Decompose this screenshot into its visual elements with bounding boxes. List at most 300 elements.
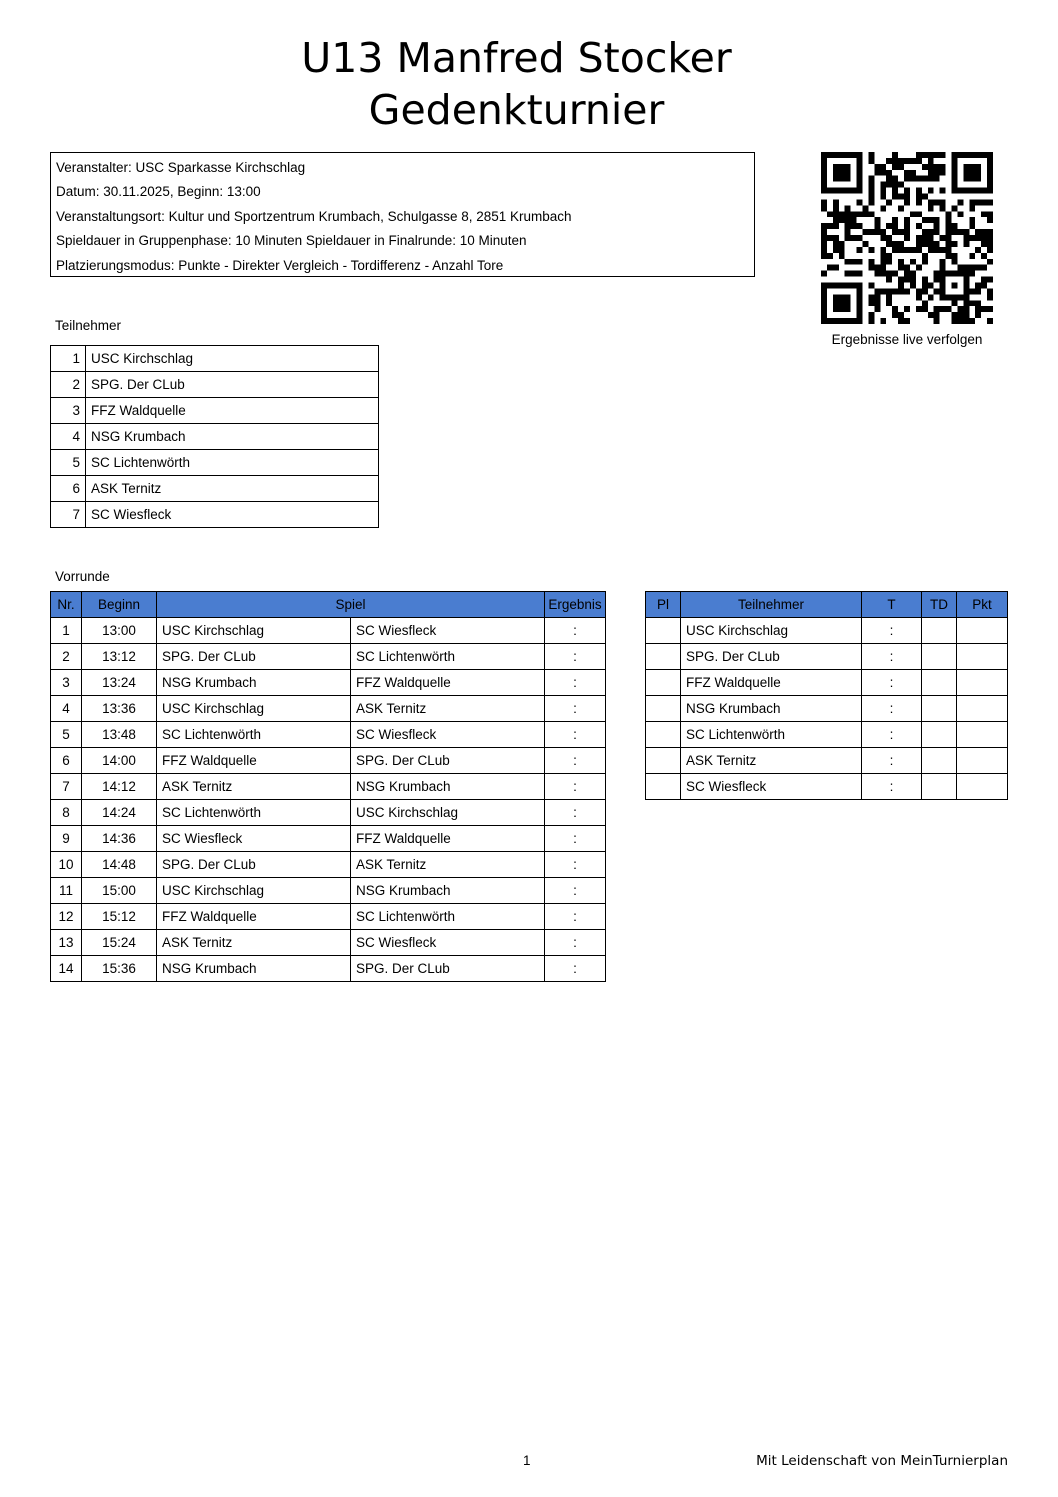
standings-points bbox=[957, 774, 1008, 800]
qr-module bbox=[987, 211, 993, 217]
qr-module bbox=[821, 223, 827, 229]
qr-module bbox=[981, 152, 987, 158]
qr-module bbox=[928, 247, 934, 253]
qr-module bbox=[922, 176, 928, 182]
qr-module bbox=[940, 259, 946, 265]
qr-module bbox=[922, 288, 928, 294]
qr-module bbox=[963, 294, 969, 300]
qr-module bbox=[845, 205, 851, 211]
qr-module bbox=[963, 312, 969, 318]
participant-row bbox=[51, 346, 379, 372]
qr-module bbox=[987, 188, 993, 194]
qr-module bbox=[987, 241, 993, 247]
qr-module bbox=[957, 199, 963, 205]
header-pl: Pl bbox=[646, 592, 681, 618]
participant-name: SC Wiesfleck bbox=[86, 502, 379, 528]
standings-goals: : bbox=[862, 748, 922, 774]
qr-module bbox=[833, 176, 839, 182]
standings-place bbox=[646, 644, 681, 670]
qr-module bbox=[963, 271, 969, 277]
qr-module bbox=[987, 247, 993, 253]
qr-module bbox=[904, 188, 910, 194]
header-team: Teilnehmer bbox=[681, 592, 862, 618]
qr-module bbox=[975, 288, 981, 294]
qr-module bbox=[863, 241, 869, 247]
round-label: Vorrunde bbox=[55, 569, 110, 584]
qr-module bbox=[946, 294, 952, 300]
qr-module bbox=[821, 188, 827, 194]
qr-module bbox=[833, 282, 839, 288]
qr-module bbox=[981, 235, 987, 241]
qr-module bbox=[963, 235, 969, 241]
qr-module bbox=[969, 235, 975, 241]
game-row bbox=[51, 748, 606, 774]
qr-module bbox=[975, 164, 981, 170]
game-row bbox=[51, 696, 606, 722]
qr-module bbox=[910, 176, 916, 182]
qr-module bbox=[928, 235, 934, 241]
header-td: TD bbox=[922, 592, 957, 618]
qr-module bbox=[940, 265, 946, 271]
qr-module bbox=[934, 318, 940, 324]
qr-module bbox=[868, 318, 874, 324]
qr-module bbox=[874, 265, 880, 271]
game-number: 2 bbox=[51, 644, 82, 670]
qr-module bbox=[922, 306, 928, 312]
qr-module bbox=[951, 229, 957, 235]
qr-module bbox=[821, 205, 827, 211]
ranking-mode-text: Platzierungsmodus: Punkte - Direkter Vergleich - Tordifferenz - Anzahl Tore bbox=[56, 257, 504, 273]
qr-module bbox=[880, 265, 886, 271]
qr-module bbox=[963, 188, 969, 194]
qr-module bbox=[981, 282, 987, 288]
qr-module bbox=[963, 318, 969, 324]
qr-module bbox=[904, 217, 910, 223]
qr-module bbox=[928, 229, 934, 235]
qr-module bbox=[928, 205, 934, 211]
qr-module bbox=[845, 282, 851, 288]
qr-module bbox=[904, 247, 910, 253]
qr-module bbox=[987, 306, 993, 312]
qr-module bbox=[922, 152, 928, 158]
qr-module bbox=[946, 253, 952, 259]
participant-number: 1 bbox=[51, 346, 86, 372]
qr-module bbox=[940, 235, 946, 241]
qr-module bbox=[951, 318, 957, 324]
qr-module bbox=[833, 235, 839, 241]
standings-team: NSG Krumbach bbox=[681, 696, 862, 722]
standings-goal-diff bbox=[922, 670, 957, 696]
qr-module bbox=[916, 235, 922, 241]
qr-module bbox=[951, 241, 957, 247]
qr-module bbox=[963, 277, 969, 283]
game-number: 5 bbox=[51, 722, 82, 748]
organizer-text: Veranstalter: USC Sparkasse Kirchschlag bbox=[56, 160, 306, 175]
standings-team: SPG. Der CLub bbox=[681, 644, 862, 670]
qr-module bbox=[934, 312, 940, 318]
qr-module bbox=[868, 312, 874, 318]
standings-goal-diff bbox=[922, 644, 957, 670]
qr-module bbox=[916, 194, 922, 200]
qr-module bbox=[857, 176, 863, 182]
qr-module bbox=[827, 253, 833, 259]
participants-table bbox=[50, 345, 379, 528]
game-result: : bbox=[545, 618, 606, 644]
game-number: 7 bbox=[51, 774, 82, 800]
qr-module bbox=[940, 205, 946, 211]
qr-module bbox=[857, 318, 863, 324]
qr-module bbox=[957, 306, 963, 312]
participant-row bbox=[51, 398, 379, 424]
game-start-time: 14:48 bbox=[82, 852, 157, 878]
qr-module bbox=[963, 241, 969, 247]
qr-module bbox=[969, 199, 975, 205]
qr-module bbox=[904, 306, 910, 312]
qr-module bbox=[833, 241, 839, 247]
qr-module bbox=[880, 235, 886, 241]
qr-module bbox=[892, 158, 898, 164]
qr-module bbox=[951, 294, 957, 300]
qr-module bbox=[946, 241, 952, 247]
qr-module bbox=[946, 229, 952, 235]
qr-module bbox=[892, 306, 898, 312]
qr-module bbox=[963, 170, 969, 176]
qr-module bbox=[910, 211, 916, 217]
qr-module bbox=[922, 164, 928, 170]
qr-module bbox=[845, 152, 851, 158]
game-result: : bbox=[545, 904, 606, 930]
qr-module bbox=[839, 176, 845, 182]
qr-module bbox=[821, 300, 827, 306]
title-line-1: U13 Manfred Stocker bbox=[301, 34, 732, 82]
qr-module bbox=[892, 312, 898, 318]
qr-module bbox=[916, 211, 922, 217]
qr-module bbox=[904, 265, 910, 271]
qr-module bbox=[981, 265, 987, 271]
qr-module bbox=[940, 188, 946, 194]
qr-module bbox=[886, 223, 892, 229]
qr-module bbox=[946, 247, 952, 253]
page-number: 1 bbox=[523, 1453, 531, 1468]
participant-row bbox=[51, 450, 379, 476]
qr-module bbox=[821, 235, 827, 241]
game-start-time: 15:36 bbox=[82, 956, 157, 982]
game-home-team: SC Lichtenwörth bbox=[157, 722, 351, 748]
game-start-time: 14:00 bbox=[82, 748, 157, 774]
qr-module bbox=[946, 217, 952, 223]
qr-caption: Ergebnisse live verfolgen bbox=[831, 332, 983, 347]
qr-module bbox=[880, 182, 886, 188]
qr-module bbox=[975, 306, 981, 312]
qr-module bbox=[916, 294, 922, 300]
qr-module bbox=[957, 318, 963, 324]
qr-module bbox=[981, 253, 987, 259]
qr-module bbox=[886, 300, 892, 306]
game-start-time: 14:12 bbox=[82, 774, 157, 800]
standings-row bbox=[646, 774, 1008, 800]
participant-name: NSG Krumbach bbox=[86, 424, 379, 450]
qr-module bbox=[868, 259, 874, 265]
venue-text: Veranstaltungsort: Kultur und Sportzentrum Krumbach, Schulgasse 8, 2851 Krumbach bbox=[56, 208, 572, 224]
qr-module bbox=[845, 170, 851, 176]
qr-module bbox=[916, 288, 922, 294]
game-row bbox=[51, 670, 606, 696]
standings-goals: : bbox=[862, 774, 922, 800]
qr-module bbox=[934, 247, 940, 253]
qr-module bbox=[975, 300, 981, 306]
game-row bbox=[51, 956, 606, 982]
game-number: 14 bbox=[51, 956, 82, 982]
qr-module bbox=[857, 158, 863, 164]
qr-module bbox=[916, 199, 922, 205]
qr-module bbox=[892, 164, 898, 170]
qr-module bbox=[904, 229, 910, 235]
game-home-team: USC Kirchschlag bbox=[157, 878, 351, 904]
qr-module bbox=[957, 294, 963, 300]
qr-module bbox=[839, 170, 845, 176]
qr-module bbox=[839, 211, 845, 217]
participant-number: 2 bbox=[51, 372, 86, 398]
standings-goals: : bbox=[862, 696, 922, 722]
qr-module bbox=[886, 259, 892, 265]
standings-goals: : bbox=[862, 670, 922, 696]
qr-module bbox=[857, 259, 863, 265]
qr-module bbox=[940, 164, 946, 170]
qr-module bbox=[868, 176, 874, 182]
game-away-team: FFZ Waldquelle bbox=[351, 826, 545, 852]
game-start-time: 13:36 bbox=[82, 696, 157, 722]
game-home-team: FFZ Waldquelle bbox=[157, 748, 351, 774]
qr-module bbox=[975, 282, 981, 288]
qr-module bbox=[863, 211, 869, 217]
qr-module bbox=[951, 158, 957, 164]
standings-points bbox=[957, 618, 1008, 644]
qr-module bbox=[975, 247, 981, 253]
standings-points bbox=[957, 748, 1008, 774]
qr-module bbox=[928, 164, 934, 170]
qr-module bbox=[922, 253, 928, 259]
qr-module bbox=[892, 152, 898, 158]
qr-module bbox=[821, 241, 827, 247]
tournament-info-box bbox=[50, 152, 755, 277]
qr-module bbox=[886, 288, 892, 294]
qr-module bbox=[946, 271, 952, 277]
header-t: T bbox=[862, 592, 922, 618]
qr-module bbox=[857, 294, 863, 300]
qr-module bbox=[845, 259, 851, 265]
game-row bbox=[51, 852, 606, 878]
game-row bbox=[51, 878, 606, 904]
qr-module bbox=[934, 306, 940, 312]
qr-module bbox=[987, 294, 993, 300]
qr-module bbox=[833, 211, 839, 217]
qr-module bbox=[845, 217, 851, 223]
qr-module bbox=[857, 188, 863, 194]
qr-module bbox=[839, 188, 845, 194]
standings-goals: : bbox=[862, 722, 922, 748]
qr-module bbox=[963, 164, 969, 170]
qr-module bbox=[851, 188, 857, 194]
qr-module bbox=[874, 294, 880, 300]
game-start-time: 13:48 bbox=[82, 722, 157, 748]
qr-module bbox=[886, 253, 892, 259]
standings-place bbox=[646, 748, 681, 774]
qr-module bbox=[940, 294, 946, 300]
qr-module bbox=[975, 312, 981, 318]
qr-module bbox=[863, 229, 869, 235]
qr-module bbox=[833, 265, 839, 271]
qr-module bbox=[904, 199, 910, 205]
game-result: : bbox=[545, 722, 606, 748]
qr-module bbox=[839, 300, 845, 306]
qr-module bbox=[821, 318, 827, 324]
qr-module bbox=[916, 152, 922, 158]
header-nr: Nr. bbox=[51, 592, 82, 618]
standings-row bbox=[646, 748, 1008, 774]
qr-module bbox=[910, 277, 916, 283]
qr-module bbox=[940, 170, 946, 176]
qr-code[interactable] bbox=[821, 152, 993, 324]
qr-module bbox=[874, 164, 880, 170]
qr-module bbox=[898, 265, 904, 271]
qr-module bbox=[940, 282, 946, 288]
game-away-team: NSG Krumbach bbox=[351, 878, 545, 904]
qr-module bbox=[975, 265, 981, 271]
qr-module bbox=[987, 277, 993, 283]
participant-number: 5 bbox=[51, 450, 86, 476]
qr-module bbox=[987, 170, 993, 176]
qr-module bbox=[951, 223, 957, 229]
game-start-time: 14:24 bbox=[82, 800, 157, 826]
qr-module bbox=[886, 241, 892, 247]
qr-module bbox=[857, 300, 863, 306]
date-text: Datum: 30.11.2025, Beginn: 13:00 bbox=[56, 184, 261, 200]
game-away-team: SC Wiesfleck bbox=[351, 722, 545, 748]
standings-header-row bbox=[646, 592, 1008, 618]
standings-place bbox=[646, 670, 681, 696]
qr-module bbox=[845, 300, 851, 306]
qr-module bbox=[880, 318, 886, 324]
qr-module bbox=[827, 152, 833, 158]
qr-module bbox=[951, 300, 957, 306]
standings-table bbox=[645, 591, 1008, 800]
qr-module bbox=[934, 164, 940, 170]
qr-module bbox=[845, 223, 851, 229]
qr-module bbox=[851, 271, 857, 277]
qr-module bbox=[987, 176, 993, 182]
qr-module bbox=[934, 277, 940, 283]
qr-module bbox=[928, 282, 934, 288]
qr-module bbox=[851, 152, 857, 158]
qr-module bbox=[898, 259, 904, 265]
qr-module bbox=[821, 182, 827, 188]
qr-module bbox=[969, 300, 975, 306]
qr-module bbox=[934, 288, 940, 294]
qr-module bbox=[857, 182, 863, 188]
game-away-team: USC Kirchschlag bbox=[351, 800, 545, 826]
participant-number: 7 bbox=[51, 502, 86, 528]
qr-module bbox=[904, 318, 910, 324]
qr-module bbox=[928, 158, 934, 164]
qr-module bbox=[916, 247, 922, 253]
qr-module bbox=[904, 223, 910, 229]
qr-module bbox=[898, 277, 904, 283]
qr-module bbox=[934, 241, 940, 247]
qr-module bbox=[833, 247, 839, 253]
qr-module bbox=[827, 235, 833, 241]
qr-module bbox=[892, 176, 898, 182]
qr-module bbox=[963, 288, 969, 294]
standings-points bbox=[957, 696, 1008, 722]
qr-module bbox=[892, 229, 898, 235]
game-away-team: SC Lichtenwörth bbox=[351, 904, 545, 930]
qr-module bbox=[969, 318, 975, 324]
qr-module bbox=[880, 170, 886, 176]
qr-module bbox=[827, 188, 833, 194]
qr-module bbox=[880, 271, 886, 277]
participant-row bbox=[51, 476, 379, 502]
participant-row bbox=[51, 424, 379, 450]
participant-row bbox=[51, 372, 379, 398]
qr-module bbox=[975, 229, 981, 235]
qr-module bbox=[892, 271, 898, 277]
standings-row bbox=[646, 670, 1008, 696]
qr-module bbox=[833, 164, 839, 170]
qr-module bbox=[833, 318, 839, 324]
qr-module bbox=[975, 152, 981, 158]
qr-module bbox=[880, 229, 886, 235]
participant-name: ASK Ternitz bbox=[86, 476, 379, 502]
game-away-team: SC Wiesfleck bbox=[351, 618, 545, 644]
qr-module bbox=[880, 288, 886, 294]
qr-module bbox=[916, 241, 922, 247]
qr-module bbox=[845, 318, 851, 324]
game-result: : bbox=[545, 748, 606, 774]
qr-module bbox=[969, 223, 975, 229]
qr-module bbox=[898, 182, 904, 188]
qr-module bbox=[910, 271, 916, 277]
game-result: : bbox=[545, 644, 606, 670]
qr-module bbox=[928, 199, 934, 205]
qr-module bbox=[821, 306, 827, 312]
participant-row bbox=[51, 502, 379, 528]
qr-module bbox=[886, 235, 892, 241]
qr-module bbox=[874, 217, 880, 223]
qr-module bbox=[845, 271, 851, 277]
standings-points bbox=[957, 644, 1008, 670]
games-header-row bbox=[51, 592, 606, 618]
qr-module bbox=[839, 217, 845, 223]
qr-module bbox=[987, 199, 993, 205]
qr-module bbox=[886, 271, 892, 277]
qr-module bbox=[987, 164, 993, 170]
game-row bbox=[51, 904, 606, 930]
game-number: 8 bbox=[51, 800, 82, 826]
qr-module bbox=[868, 247, 874, 253]
standings-place bbox=[646, 722, 681, 748]
qr-module bbox=[839, 253, 845, 259]
standings-place bbox=[646, 618, 681, 644]
game-away-team: NSG Krumbach bbox=[351, 774, 545, 800]
qr-module bbox=[845, 188, 851, 194]
qr-module bbox=[821, 164, 827, 170]
game-home-team: NSG Krumbach bbox=[157, 670, 351, 696]
game-start-time: 13:00 bbox=[82, 618, 157, 644]
qr-module bbox=[868, 152, 874, 158]
qr-module bbox=[857, 164, 863, 170]
qr-module bbox=[851, 282, 857, 288]
game-home-team: USC Kirchschlag bbox=[157, 618, 351, 644]
